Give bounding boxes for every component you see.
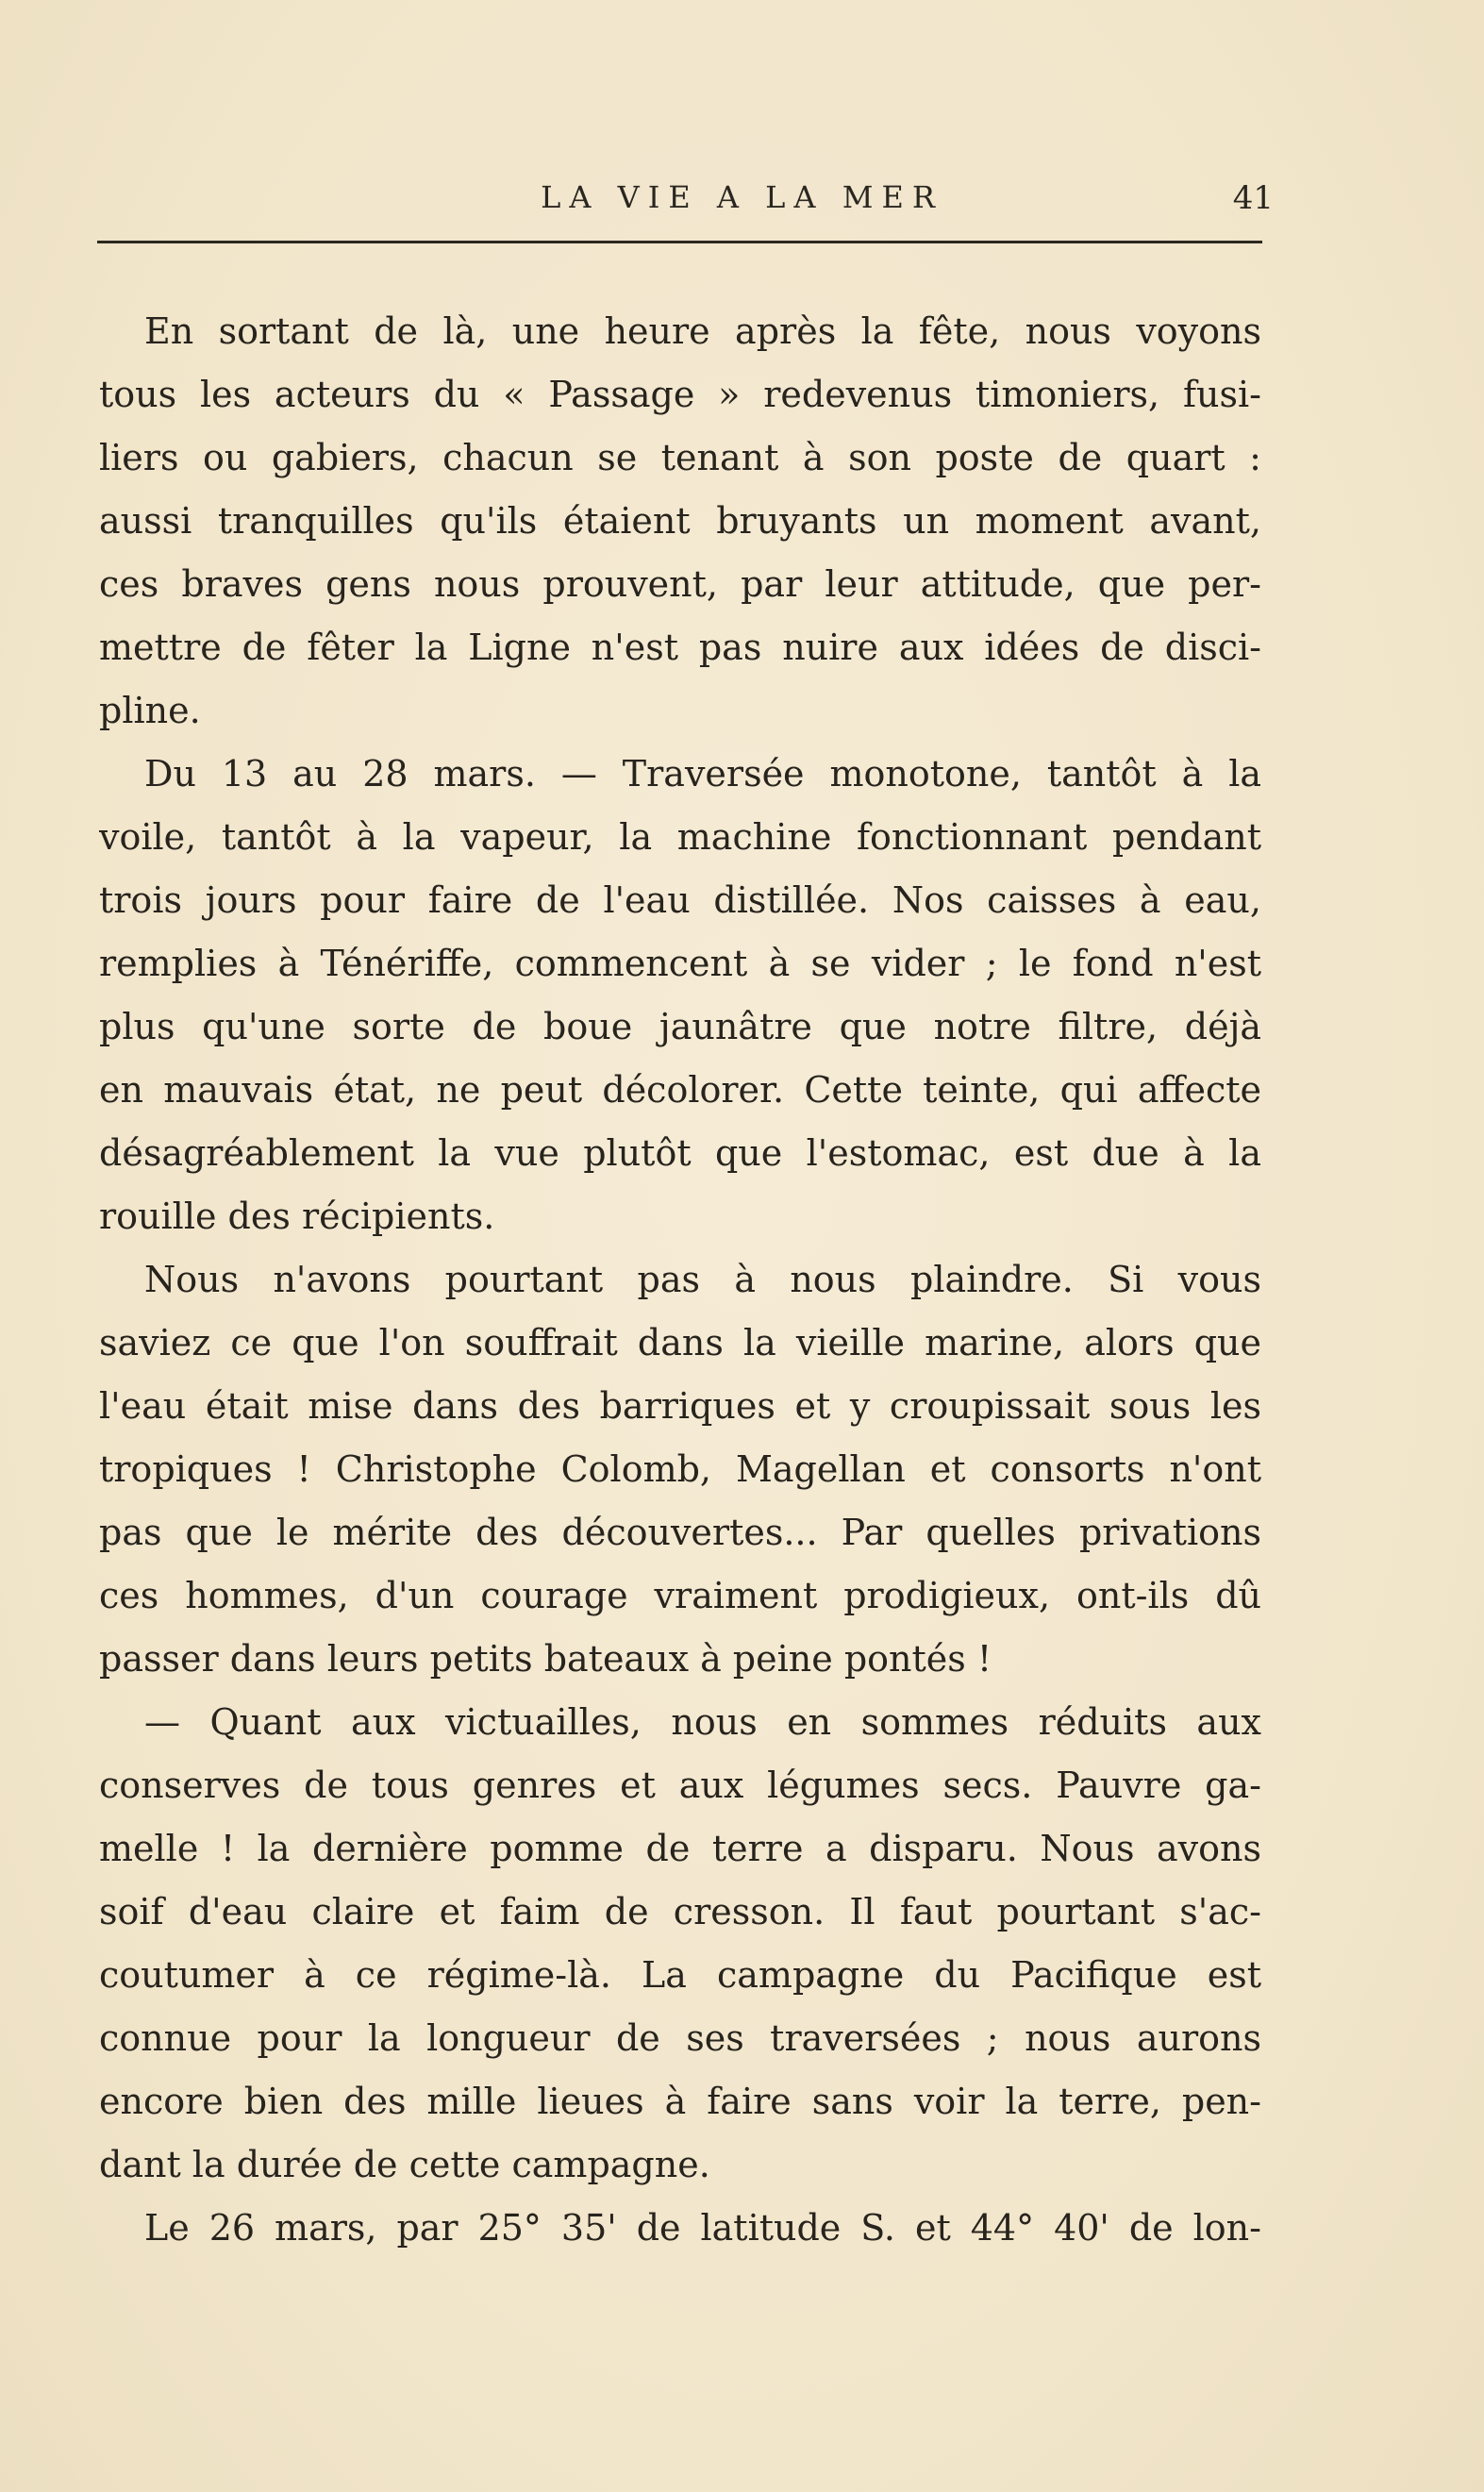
text-line: Du 13 au 28 mars. — Traversée monotone, tantôt à la	[144, 753, 1261, 794]
text-line: désagréablement la vue plutôt que l'estomac, est due à la	[99, 1132, 1261, 1174]
text-line: trois jours pour faire de l'eau distillée. Nos caisses à eau,	[99, 879, 1261, 921]
text-line: En sortant de là, une heure après la fête, nous voyons	[144, 310, 1261, 352]
text-line: liers ou gabiers, chacun se tenant à son poste de quart :	[99, 437, 1261, 478]
text-line: Le 26 mars, par 25° 35' de latitude S. et 44° 40' de lon-	[144, 2207, 1261, 2249]
text-line: voile, tantôt à la vapeur, la machine fonctionnant pendant	[99, 816, 1261, 858]
text-line: mettre de fêter la Ligne n'est pas nuire aux idées de disci-	[99, 627, 1261, 668]
text-line: plus qu'une sorte de boue jaunâtre que notre filtre, déjà	[99, 1006, 1261, 1047]
text-line: soif d'eau claire et faim de cresson. Il faut pourtant s'ac-	[99, 1891, 1261, 1932]
page-number: 41	[1232, 179, 1274, 217]
text-line: passer dans leurs petits bateaux à peine pontés !	[99, 1638, 992, 1680]
text-line: l'eau était mise dans des barriques et y croupissait sous les	[99, 1385, 1261, 1427]
text-line: melle ! la dernière pomme de terre a disparu. Nous avons	[99, 1828, 1261, 1869]
running-title: LA VIE A LA MER	[541, 179, 943, 215]
header-rule	[97, 241, 1262, 243]
text-line: pline.	[99, 690, 201, 731]
text-line: conserves de tous genres et aux légumes secs. Pauvre ga-	[99, 1764, 1261, 1806]
text-line: en mauvais état, ne peut décolorer. Cette teinte, qui affecte	[99, 1069, 1261, 1111]
text-line: encore bien des mille lieues à faire sans voir la terre, pen-	[99, 2081, 1261, 2122]
text-line: ces hommes, d'un courage vraiment prodigieux, ont-ils dû	[99, 1575, 1261, 1616]
running-head	[0, 179, 1484, 226]
text-line: saviez ce que l'on souffrait dans la vieille marine, alors que	[99, 1322, 1261, 1363]
text-line: tous les acteurs du « Passage » redevenus timoniers, fusi-	[99, 374, 1261, 415]
body-text	[99, 300, 1261, 2260]
text-line: remplies à Ténériffe, commencent à se vider ; le fond n'est	[99, 943, 1261, 984]
text-line: tropiques ! Christophe Colomb, Magellan et consorts n'ont	[99, 1448, 1261, 1490]
text-line: coutumer à ce régime-là. La campagne du Pacifique est	[99, 1954, 1261, 1996]
text-line: rouille des récipients.	[99, 1196, 495, 1237]
text-line: ces braves gens nous prouvent, par leur attitude, que per-	[99, 563, 1261, 605]
text-line: connue pour la longueur de ses traversées ; nous aurons	[99, 2017, 1261, 2059]
text-line: dant la durée de cette campagne.	[99, 2144, 710, 2185]
text-line: pas que le mérite des découvertes... Par quelles privations	[99, 1512, 1261, 1553]
text-line: aussi tranquilles qu'ils étaient bruyants un moment avant,	[99, 500, 1261, 542]
text-line: — Quant aux victuailles, nous en sommes réduits aux	[144, 1701, 1261, 1743]
text-line: Nous n'avons pourtant pas à nous plaindre. Si vous	[144, 1259, 1261, 1300]
